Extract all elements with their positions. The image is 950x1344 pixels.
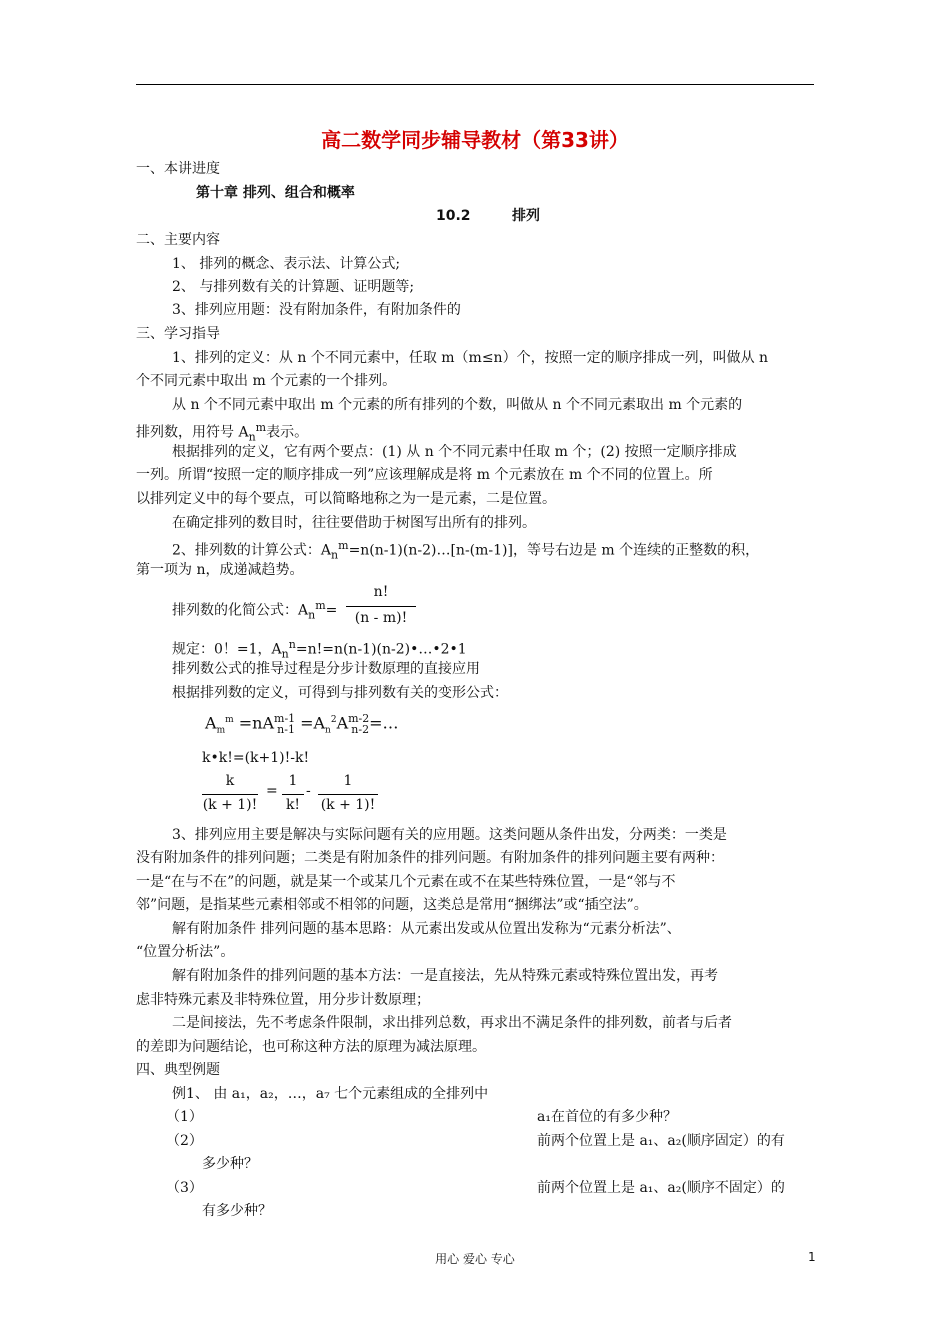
- question-text: a₁在首位的有多少种？: [537, 1109, 677, 1125]
- question-number: （3）: [166, 1180, 203, 1196]
- page-footer: 用心 爱心 专心: [435, 1252, 515, 1266]
- paragraph-line: 以排列定义中的每个要点，可以简略地称之为一是元素，二是位置。: [136, 491, 556, 507]
- question-text-continued: 多少种？: [202, 1156, 258, 1172]
- fraction-bar: [202, 794, 258, 795]
- paragraph-line: 邻”问题，是指某些元素相邻或不相邻的问题，这类总是常用“捆绑法”或“插空法”。: [136, 897, 648, 913]
- paragraph-line: 解有附加条件的排列问题的基本方法：一是直接法，先从特殊元素或特殊位置出发，再考: [172, 968, 718, 984]
- paragraph-line: 根据排列数的定义，可得到与排列数有关的变形公式：: [172, 685, 508, 701]
- paragraph-line: “位置分析法”。: [136, 944, 235, 960]
- section-4-heading: 四、典型例题: [136, 1062, 220, 1078]
- fraction-denominator: (k + 1)!: [202, 797, 258, 813]
- section-name: 排列: [512, 208, 540, 224]
- fraction-numerator: k: [225, 773, 235, 789]
- section-number: 10.2: [436, 208, 471, 224]
- paragraph-line: 第一项为 n，成递减趋势。: [136, 562, 304, 578]
- fraction-numerator: 1: [343, 773, 353, 789]
- paragraph-line: 1、排列的定义：从 n 个不同元素中，任取 m（m≤n）个，按照一定的顺序排成一列，叫做从 n: [172, 350, 769, 366]
- fraction-bar: [318, 794, 378, 795]
- paragraph-line: 3、排列应用主要是解决与实际问题有关的应用题。这类问题从条件出发，分两类：一类是: [172, 827, 727, 843]
- definition-rule: 规定：0！=1，$A_n^n=n!=n(n-1)(n-2)•\dots•2•1$: [172, 638, 467, 661]
- question-text-continued: 有多少种？: [202, 1203, 272, 1219]
- minus-sign: -: [306, 783, 311, 799]
- equals-sign: =: [266, 783, 278, 799]
- chapter-heading: 第十章 排列、组合和概率: [196, 185, 355, 201]
- content-item-3: 3、排列应用题：没有附加条件，有附加条件的: [172, 302, 461, 318]
- paragraph-line: 个不同元素中取出 m 个元素的一个排列。: [136, 373, 397, 389]
- paragraph-line: 二是间接法，先不考虑条件限制，求出排列总数，再求出不满足条件的排列数，前者与后者: [172, 1015, 732, 1031]
- content-item-1: 1、 排列的概念、表示法、计算公式;: [172, 256, 401, 272]
- question-text: 前两个位置上是 a₁、a₂(顺序固定）的有: [537, 1133, 785, 1149]
- header-rule: [136, 84, 814, 85]
- paragraph-line: 排列数公式的推导过程是分步计数原理的直接应用: [172, 661, 480, 677]
- question-number: （1）: [166, 1109, 203, 1125]
- paragraph-line: 的差即为问题结论，也可称这种方法的原理为减法原理。: [136, 1039, 486, 1055]
- question-text: 前两个位置上是 a₁、a₂(顺序不固定）的: [537, 1180, 785, 1196]
- simplification-label: 排列数的化简公式：$A_n^m=$: [172, 599, 338, 622]
- permutation-identity-formula: $A_m^m =nA^{m-1}_{n-1}$ $=A_n^2A^{m-2}_{n-2}=\dots$: [205, 712, 399, 736]
- fraction-bar: [282, 794, 304, 795]
- question-number: （2）: [166, 1133, 203, 1149]
- paragraph-line: 一是“在与不在”的问题，就是某一个或某几个元素在或不在某些特殊位置，一是“邻与不: [136, 874, 676, 890]
- paragraph-line: 虑非特殊元素及非特殊位置，用分步计数原理；: [136, 992, 430, 1008]
- example-1-statement: 例1、 由 a₁，a₂，…，a₇ 七个元素组成的全排列中: [172, 1086, 489, 1102]
- paragraph-line: 一列。所谓“按照一定的顺序排成一列”应该理解成是将 m 个元素放在 m 个不同的位置上。所: [136, 467, 713, 483]
- paragraph-line: 排列数，用符号 $A_n^m$表示。: [136, 421, 309, 444]
- paragraph-line: 在确定排列的数目时，往往要借助于树图写出所有的排列。: [172, 515, 536, 531]
- document-title: 高二数学同步辅导教材（第33讲）: [321, 128, 629, 152]
- content-item-2: 2、 与排列数有关的计算题、证明题等;: [172, 279, 415, 295]
- fraction-denominator: (n - m)!: [354, 610, 408, 626]
- paragraph-line: 解有附加条件 排列问题的基本思路：从元素出发或从位置出发称为“元素分析法”、: [172, 921, 681, 937]
- section-3-heading: 三、学习指导: [136, 326, 220, 342]
- fraction-denominator: (k + 1)!: [320, 797, 376, 813]
- paragraph-line: 没有附加条件的排列问题；二类是有附加条件的排列问题。有附加条件的排列问题主要有两种：: [136, 850, 724, 866]
- fraction-denominator: k!: [285, 797, 301, 813]
- section-1-heading: 一、本讲进度: [136, 161, 220, 177]
- paragraph-line: 2、排列数的计算公式：$A_n^m=n(n-1)(n-2)\dots[n-(m-1)]$，等号右边是 m 个连续的正整数的积，: [172, 539, 760, 562]
- section-2-heading: 二、主要内容: [136, 232, 220, 248]
- paragraph-line: 根据排列的定义，它有两个要点：(1) 从 n 个不同元素中任取 m 个；(2) 按照一定顺序排成: [172, 444, 737, 460]
- fraction-bar: [346, 606, 416, 607]
- factorial-identity: k•k!=(k+1)!-k!: [202, 750, 310, 766]
- fraction-numerator: n!: [373, 584, 389, 600]
- page-number: 1: [808, 1250, 816, 1264]
- paragraph-line: 从 n 个不同元素中取出 m 个元素的所有排列的个数，叫做从 n 个不同元素取出 m 个元素的: [172, 397, 743, 413]
- fraction-numerator: 1: [288, 773, 298, 789]
